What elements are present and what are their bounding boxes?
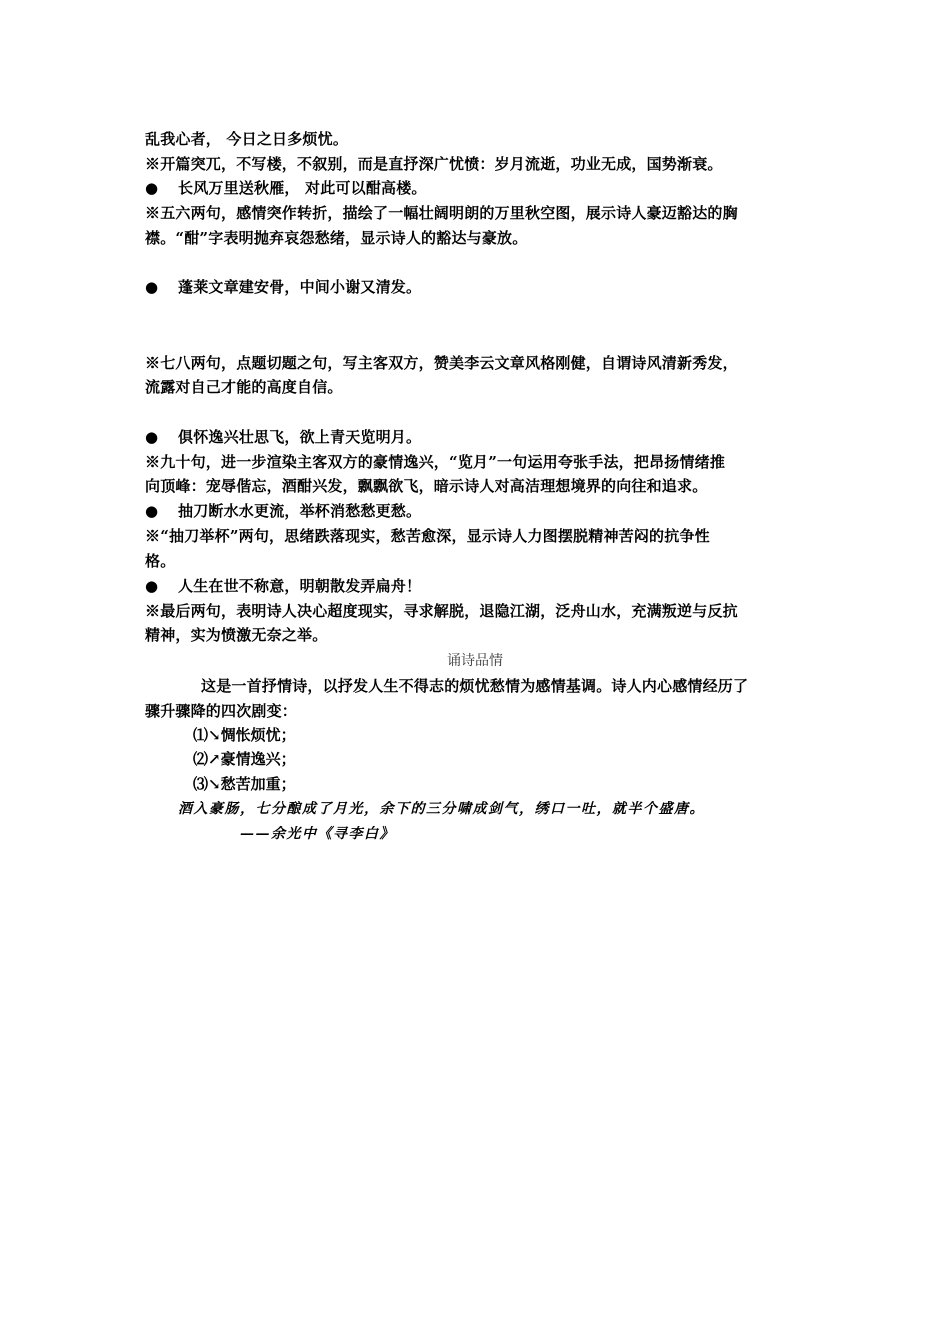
commentary-line: 流露对自己才能的高度自信。 bbox=[145, 378, 343, 396]
commentary-line: 精神，实为愤激无奈之举。 bbox=[145, 626, 328, 644]
poem-line-text: 人生在世不称意，明朝散发弄扁舟！ bbox=[178, 577, 422, 595]
emotion-stage-item: ⑶↘愁苦加重； bbox=[193, 775, 296, 793]
poem-bullet-line bbox=[145, 275, 421, 299]
poem-line-text: 蓬莱文章建安骨，中间小谢又清发。 bbox=[178, 278, 422, 296]
bullet-icon: ● bbox=[145, 577, 159, 595]
poem-line-text: 俱怀逸兴壮思飞，欲上青天览明月。 bbox=[178, 428, 422, 446]
commentary-line: ※最后两句，表明诗人决心超度现实，寻求解脱，退隐江湖，泛舟山水，充满叛逆与反抗 bbox=[145, 602, 738, 620]
quote-attribution: ——余光中《寻李白》 bbox=[240, 826, 395, 842]
commentary-line: ※“抽刀举杯”两句，思绪跌落现实，愁苦愈深，显示诗人力图摆脱精神苦闷的抗争性 bbox=[145, 527, 710, 545]
intro-paragraph-line: 骤升骤降的四次剧变： bbox=[145, 702, 298, 720]
section-heading: 诵诗品情 bbox=[447, 653, 503, 669]
commentary-line: 向顶峰：宠辱偕忘，酒酣兴发，飘飘欲飞，暗示诗人对高洁理想境界的向往和追求。 bbox=[145, 477, 708, 495]
poem-bullet-line bbox=[145, 574, 421, 598]
intro-paragraph-line: 这是一首抒情诗，以抒发人生不得志的烦忧愁情为感情基调。诗人内心感情经历了 bbox=[201, 677, 749, 695]
commentary-line: 襟。“酣”字表明抛弃哀怨愁绪，显示诗人的豁达与豪放。 bbox=[145, 229, 528, 247]
poem-bullet-line bbox=[145, 176, 427, 200]
commentary-line: 格。 bbox=[145, 552, 176, 570]
poem-bullet-line bbox=[145, 499, 421, 523]
commentary-line: ※七八两句，点题切题之句，写主客双方，赞美李云文章风格刚健，自谓诗风清新秀发， bbox=[145, 354, 738, 372]
emotion-stage-item: ⑵↗豪情逸兴； bbox=[193, 750, 296, 768]
poem-bullet-line bbox=[145, 425, 421, 449]
quote-text: 酒入豪肠，七分酿成了月光，余下的三分啸成剑气，绣口一吐，就半个盛唐。 bbox=[178, 801, 705, 817]
emotion-stage-item: ⑴↘惆怅烦忧； bbox=[193, 726, 296, 744]
commentary-line: ※五六两句，感情突作转折，描绘了一幅壮阔明朗的万里秋空图，展示诗人豪迈豁达的胸 bbox=[145, 204, 738, 222]
bullet-icon: ● bbox=[145, 428, 159, 446]
bullet-icon: ● bbox=[145, 278, 159, 296]
poem-line-text: 长风万里送秋雁， 对此可以酣高楼。 bbox=[178, 179, 427, 197]
commentary-line: ※九十句，进一步渲染主客双方的豪情逸兴，“览月”一句运用夸张手法，把昂扬情绪推 bbox=[145, 453, 726, 471]
poem-line-text: 抽刀断水水更流，举杯消愁愁更愁。 bbox=[178, 502, 422, 520]
bullet-icon: ● bbox=[145, 502, 159, 520]
poem-line: 乱我心者， 今日之日多烦忧。 bbox=[145, 130, 349, 148]
commentary-line: ※开篇突兀，不写楼，不叙别，而是直抒深广忧愤：岁月流逝，功业无成，国势渐衰。 bbox=[145, 155, 723, 173]
bullet-icon: ● bbox=[145, 179, 159, 197]
